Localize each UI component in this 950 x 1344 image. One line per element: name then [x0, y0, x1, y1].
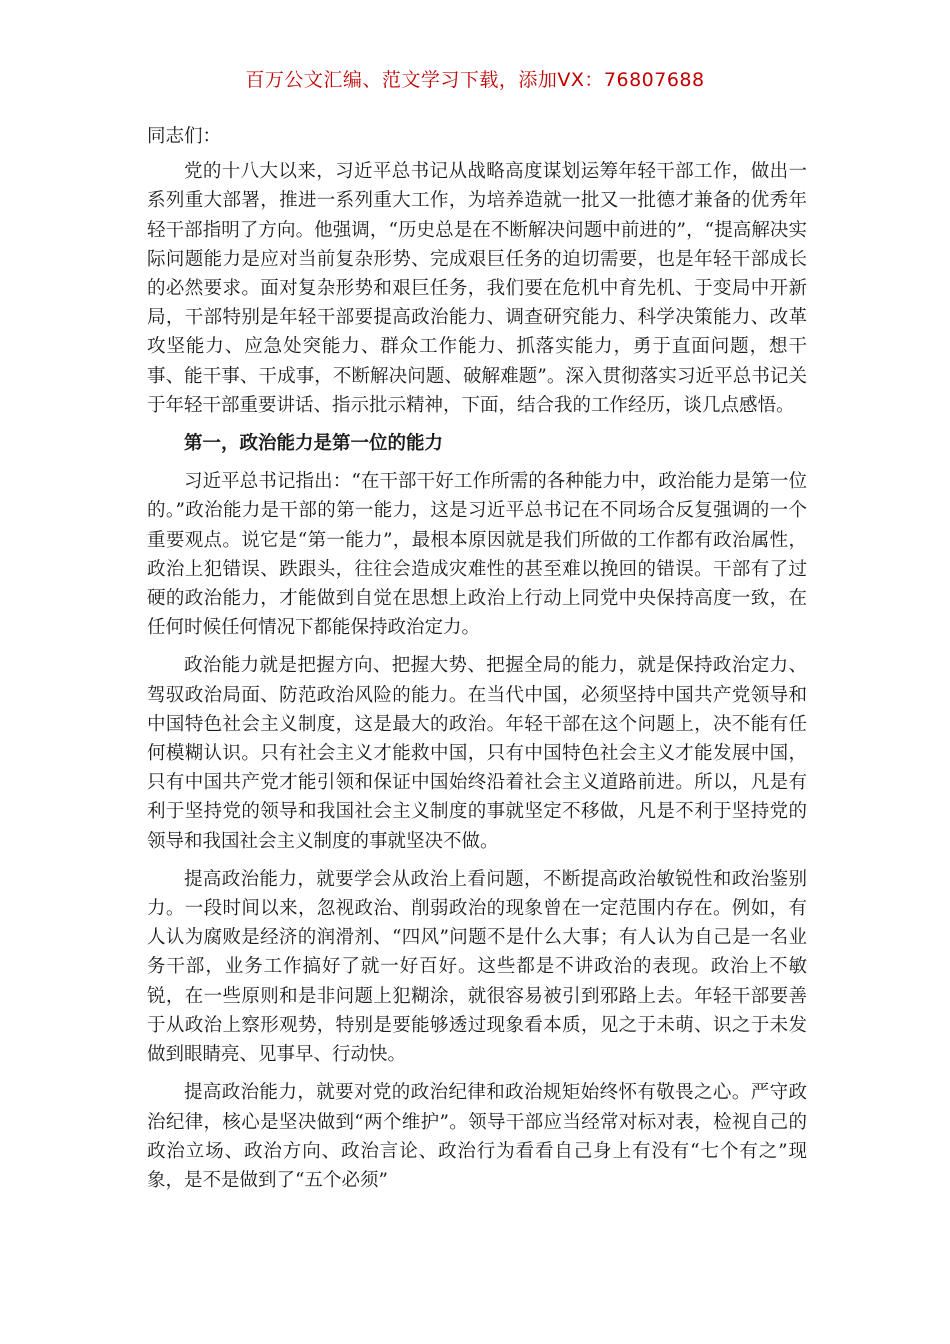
body-paragraph: 习近平总书记指出：“在干部干好工作所需的各种能力中，政治能力是第一位的。”政治能力是干部的第一能力，这是习近平总书记在不同场合反复强调的一个重要观点。说它是“第一能力”，最根本原因就是我们所做的工作都有政治属性，政治上犯错误、跌跟头，往往会造成灾难性的甚至难以挽回的错误。干部有了过硬的政治能力，才能做到自觉在思想上政治上行动上同党中央保持高度一致，在任何时候任何情况下都能保持政治定力。: [147, 471, 807, 639]
document-body: [147, 122, 807, 1204]
intro-paragraph: 党的十八大以来，习近平总书记从战略高度谋划运筹年轻干部工作，做出一系列重大部署，推进一系列重大工作，为培养造就一批又一批德才兼备的优秀年轻干部指明了方向。他强调，“历史总是在不断解决问题中前进的”，“提高解决实际问题能力是应对当前复杂形势、完成艰巨任务的迫切需要，也是年轻干部成长的必然要求。面对复杂形势和艰巨任务，我们要在危机中育先机、于变局中开新局，干部特别是年轻干部要提高政治能力、调查研究能力、科学决策能力、改革攻坚能力、应急处突能力、群众工作能力、抓落实能力，勇于直面问题，想干事、能干事、干成事，不断解决问题、破解难题”。深入贯彻落实习近平总书记关于年轻干部重要讲话、指示批示精神，下面，结合我的工作经历，谈几点感悟。: [147, 161, 807, 416]
body-paragraph: 提高政治能力，就要学会从政治上看问题，不断提高政治敏锐性和政治鉴别力。一段时间以来，忽视政治、削弱政治的现象曾在一定范围内存在。例如，有人认为腐败是经济的润滑剂、“四风”问题不是什么大事；有人认为自己是一名业务干部，业务工作搞好了就一好百好。这些都是不讲政治的表现。政治上不敏锐，在一些原则和是非问题上犯糊涂，就很容易被引到邪路上去。年轻干部要善于从政治上察形观势，特别是要能够透过现象看本质，见之于未萌、识之于未发做到眼睛亮、见事早、行动快。: [147, 868, 807, 1066]
header-banner: 百万公文汇编、范文学习下载，添加VX：76807688: [245, 69, 705, 91]
body-paragraph: 提高政治能力，就要对党的政治纪律和政治规矩始终怀有敬畏之心。严守政治纪律，核心是坚决做到“两个维护”。领导干部应当经常对标对表，检视自己的政治立场、政治方向、政治言论、政治行为看看自己身上有没有“七个有之”现象，是不是做到了“五个必须”: [147, 1082, 807, 1191]
salutation: 同志们：: [147, 126, 222, 147]
section-heading: 第一，政治能力是第一位的能力: [184, 433, 444, 455]
body-paragraph: 政治能力就是把握方向、把握大势、把握全局的能力，就是保持政治定力、驾驭政治局面、防范政治风险的能力。在当代中国，必须坚持中国共产党领导和中国特色社会主义制度，这是最大的政治。年轻干部在这个问题上，决不能有任何模糊认识。只有社会主义才能救中国，只有中国特色社会主义才能发展中国，只有中国共产党才能引领和保证中国始终沿着社会主义道路前进。所以，凡是有利于坚持党的领导和我国社会主义制度的事就坚定不移做，凡是不利于坚持党的领导和我国社会主义制度的事就坚决不做。: [147, 655, 807, 852]
